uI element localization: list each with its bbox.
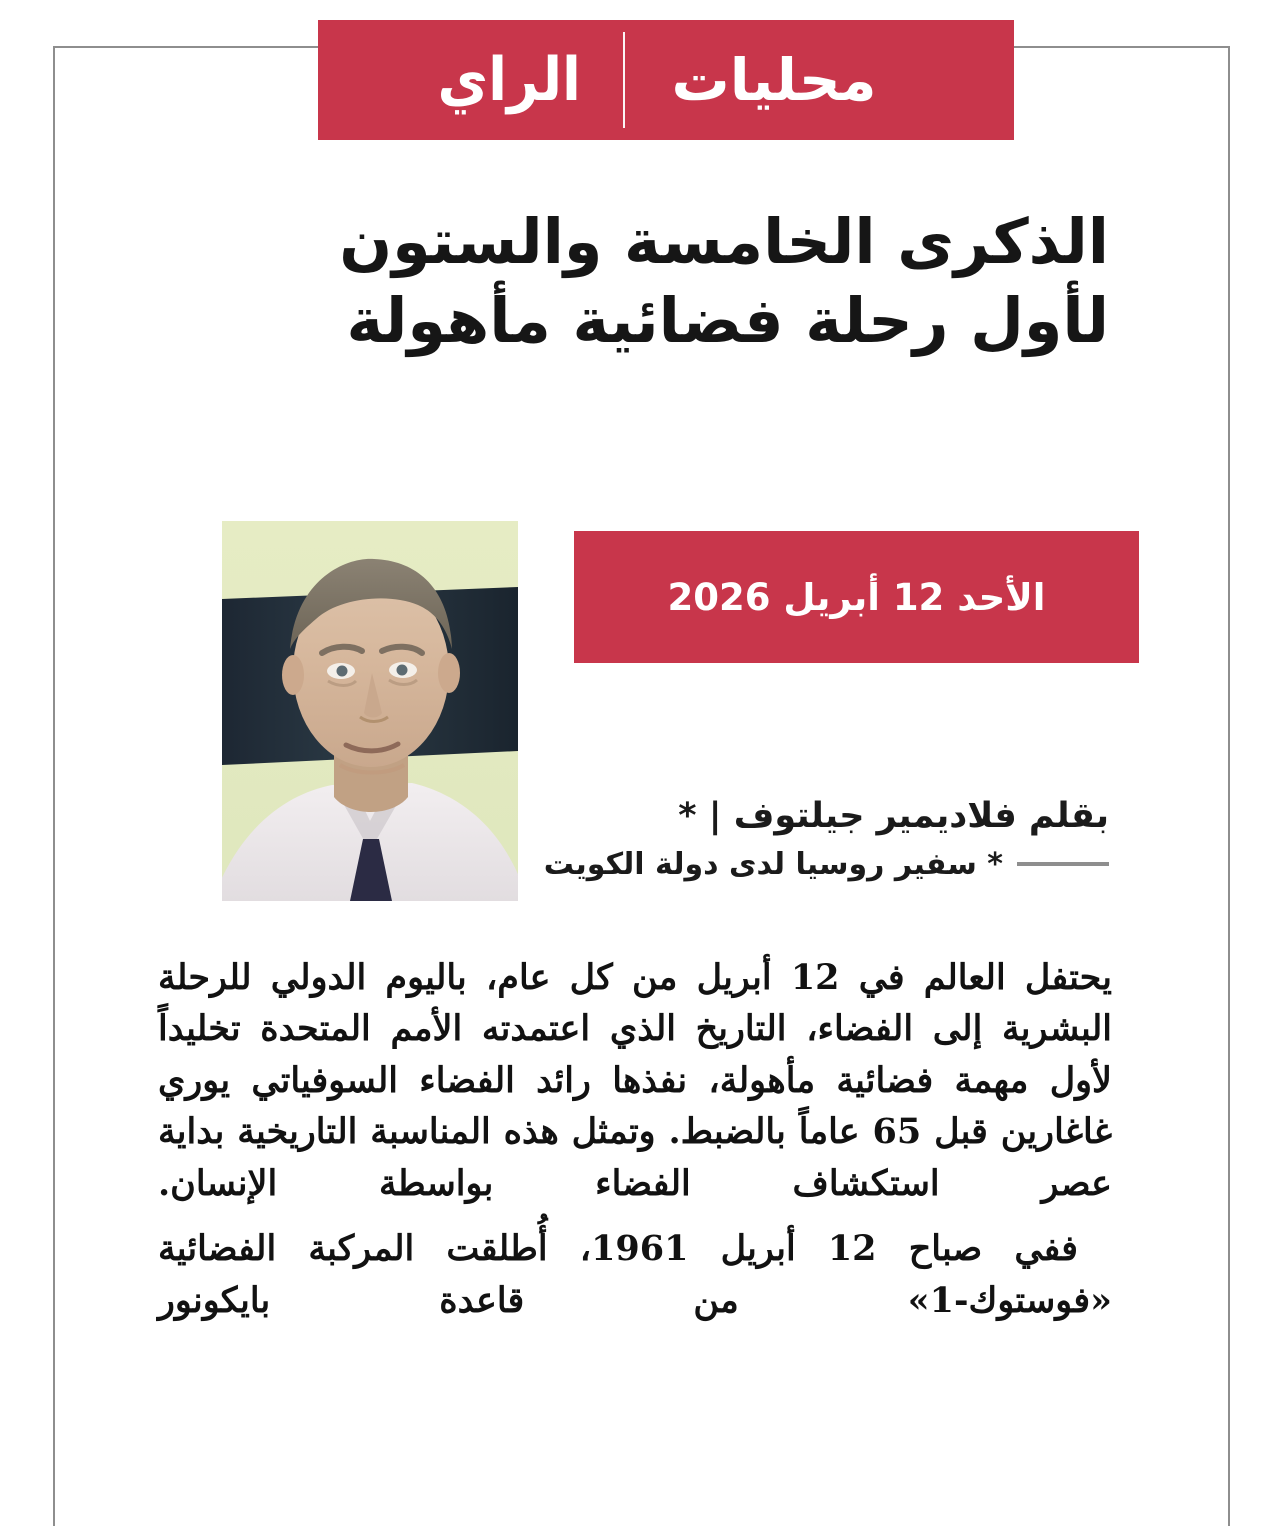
article-headline bbox=[169, 202, 1109, 361]
byline-divider-rule bbox=[1017, 862, 1109, 866]
article-body bbox=[158, 952, 1112, 1326]
article-paragraph: يحتفل العالم في 12 أبريل من كل عام، باليوم الدولي للرحلة البشرية إلى الفضاء، التاريخ الذي اعتمدته الأمم المتحدة تخليداً لأول مهمة فضائية مأهولة، نفذها رائد الفضاء السوفياتي يوري غاغارين قبل 65 عاماً بالضبط. وتمثل هذه المناسبة التاريخية بداية عصر استكشاف الفضاء بواسطة الإنسان. bbox=[158, 957, 1112, 1204]
section-name-label: محليات bbox=[671, 46, 877, 114]
article-paragraph: ففي صباح 12 أبريل 1961، أُطلقت المركبة الفضائية «فوستوك-1» من قاعدة بايكونور bbox=[158, 1228, 1112, 1321]
publication-date-text: الأحد 12 أبريل 2026 bbox=[667, 575, 1046, 619]
publication-date-badge bbox=[574, 531, 1139, 663]
headline-line-2: لأول رحلة فضائية مأهولة bbox=[346, 283, 1109, 357]
newspaper-logo: الراي bbox=[437, 45, 582, 115]
byline-author-name: بقلم فلاديمير جيلتوف | * bbox=[678, 796, 1109, 836]
byline-role-row bbox=[449, 847, 1109, 882]
masthead-divider bbox=[623, 32, 625, 128]
headline-line-1: الذكرى الخامسة والستون bbox=[339, 204, 1109, 278]
byline-author-role: * سفير روسيا لدى دولة الكويت bbox=[543, 846, 1003, 882]
masthead-banner bbox=[318, 20, 1014, 140]
byline bbox=[449, 795, 1109, 882]
